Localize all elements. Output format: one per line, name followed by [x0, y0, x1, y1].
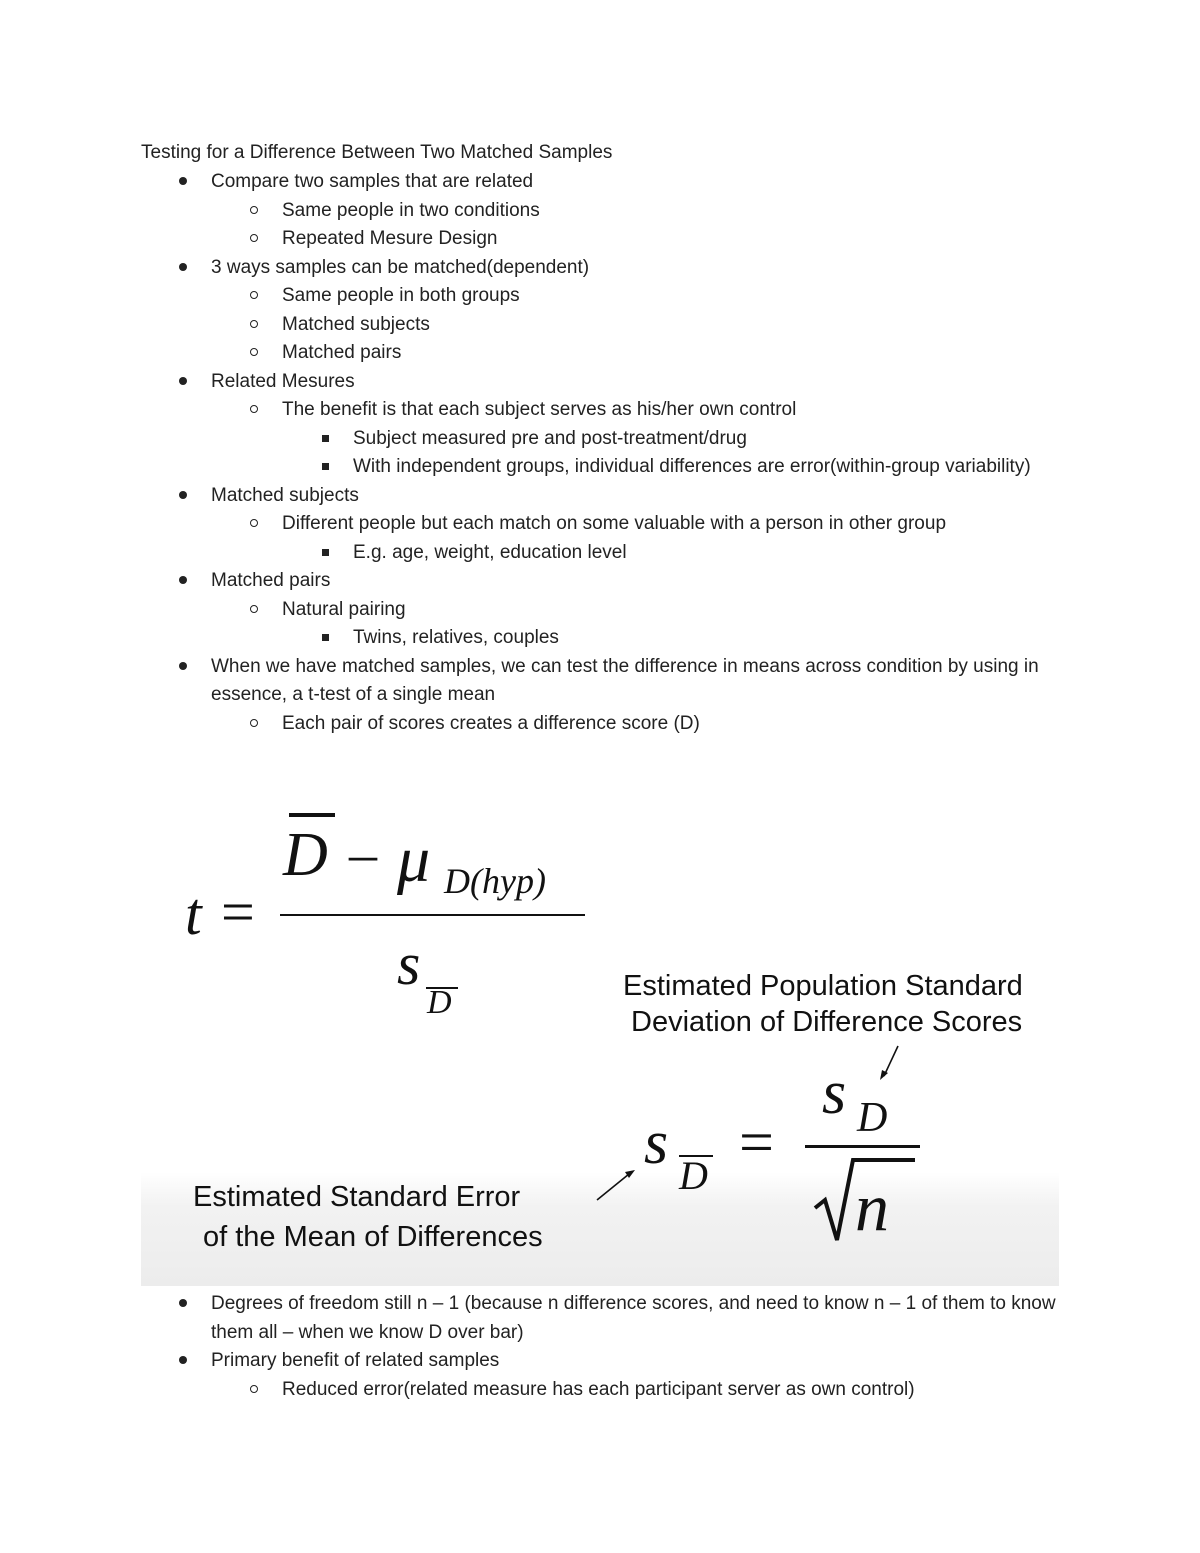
minus-sign: – [349, 823, 377, 885]
sd-subscript: D [857, 1095, 888, 1141]
arrow-to-std-error [593, 1168, 637, 1204]
list-item [141, 311, 1061, 340]
list-item-text: With independent groups, individual differences are error(within-group variability) [353, 456, 1031, 477]
sdbar-subscript: D [679, 1153, 708, 1198]
filled-bullet-icon [179, 576, 187, 584]
filled-bullet-icon [179, 662, 187, 670]
filled-bullet-icon [179, 1356, 187, 1364]
list-item-text: Related Mesures [211, 370, 355, 392]
list-item [141, 225, 1061, 254]
hollow-bullet-icon [250, 291, 258, 299]
list-item-text: Matched pairs [282, 342, 402, 363]
s-subscript: D [427, 984, 452, 1021]
list-item-text: The benefit is that each subject serves as his/her own control [282, 399, 797, 420]
hollow-bullet-icon [250, 605, 258, 613]
filled-bullet-icon [179, 377, 187, 385]
square-bullet-icon [322, 634, 329, 641]
equals-sign-2: = [739, 1109, 774, 1177]
list-item-text: Same people in two conditions [282, 199, 540, 221]
square-bullet-icon [322, 435, 329, 442]
hollow-bullet-icon [250, 519, 258, 527]
list-item-text: Degrees of freedom still n – 1 (because n difference scores, and need to know n – 1 of them to know them all – when we know D over bar) [211, 1293, 1056, 1343]
d-bar-letter: D [283, 821, 328, 889]
formula-figure [141, 790, 1059, 1286]
n-symbol: n [855, 1169, 889, 1245]
filled-bullet-icon [179, 1299, 187, 1307]
fraction-line-2 [805, 1145, 920, 1148]
list-item [141, 368, 1061, 397]
list-item-text: 3 ways samples can be matched(dependent) [211, 256, 590, 278]
list-item-text: Compare two samples that are related [211, 171, 534, 192]
hollow-bullet-icon [250, 1385, 258, 1393]
filled-bullet-icon [179, 177, 187, 185]
t-symbol: t [185, 881, 202, 947]
std-error-label [193, 1177, 543, 1257]
list-item-text: Matched subjects [211, 484, 359, 506]
list-item-text: Reduced error(related measure has each participant server as own control) [282, 1378, 915, 1400]
list-item [141, 539, 1061, 568]
filled-bullet-icon [179, 263, 187, 271]
list-item-text: Primary benefit of related samples [211, 1350, 500, 1371]
list-item-text: Different people but each match on some valuable with a person in other group [282, 513, 947, 534]
list-item [141, 254, 1061, 283]
list-item-text: Twins, relatives, couples [353, 627, 559, 648]
list-item-text: Same people in both groups [282, 285, 520, 306]
arrow-to-sd [876, 1042, 906, 1084]
list-item [141, 510, 1061, 539]
equals-sign: = [221, 879, 255, 945]
population-sd-line2: Deviation of Difference Scores [631, 1006, 1023, 1038]
list-item [141, 1376, 1061, 1405]
list-item [141, 653, 1061, 710]
sdbar-s: s [644, 1109, 669, 1177]
list-item-text: Natural pairing [282, 598, 406, 620]
list-item-text: E.g. age, weight, education level [353, 541, 627, 563]
square-bullet-icon [322, 549, 329, 556]
list-item-text: Matched pairs [211, 570, 331, 591]
population-sd-line1: Estimated Population Standard [623, 970, 1023, 1002]
list-item [141, 197, 1061, 226]
list-item [141, 567, 1061, 596]
page-title: Testing for a Difference Between Two Matched Samples [141, 142, 613, 163]
population-sd-label [623, 968, 1023, 1040]
std-error-line2: of the Mean of Differences [203, 1221, 543, 1253]
hollow-bullet-icon [250, 206, 258, 214]
std-error-line1: Estimated Standard Error [193, 1181, 521, 1213]
list-item [141, 1347, 1061, 1376]
list-item [141, 710, 1061, 739]
list-item-text: Repeated Mesure Design [282, 228, 498, 249]
list-item [141, 596, 1061, 625]
notes-list-top [141, 168, 1061, 738]
hollow-bullet-icon [250, 719, 258, 727]
mu-subscript: D(hyp) [444, 861, 546, 901]
filled-bullet-icon [179, 491, 187, 499]
list-item [141, 396, 1061, 425]
fraction-line [280, 914, 585, 916]
mu-symbol: μ [397, 823, 431, 896]
list-item [141, 453, 1061, 482]
list-item-text: Subject measured pre and post-treatment/drug [353, 427, 747, 449]
sd-s: s [822, 1059, 847, 1127]
list-item [141, 339, 1061, 368]
list-item-text: When we have matched samples, we can test the difference in means across condition by using in essence, a t-test of a single mean [211, 655, 1039, 705]
hollow-bullet-icon [250, 320, 258, 328]
list-item [141, 282, 1061, 311]
list-item [141, 425, 1061, 454]
d-bar-line [289, 813, 335, 817]
s-symbol: s [397, 931, 421, 997]
list-item [141, 1290, 1061, 1347]
list-item [141, 624, 1061, 653]
list-item-text: Each pair of scores creates a difference score (D) [282, 712, 700, 734]
list-item [141, 482, 1061, 511]
square-bullet-icon [322, 463, 329, 470]
list-item-text: Matched subjects [282, 313, 430, 335]
hollow-bullet-icon [250, 234, 258, 242]
hollow-bullet-icon [250, 348, 258, 356]
list-item [141, 168, 1061, 197]
hollow-bullet-icon [250, 405, 258, 413]
notes-list-bottom [141, 1290, 1061, 1404]
